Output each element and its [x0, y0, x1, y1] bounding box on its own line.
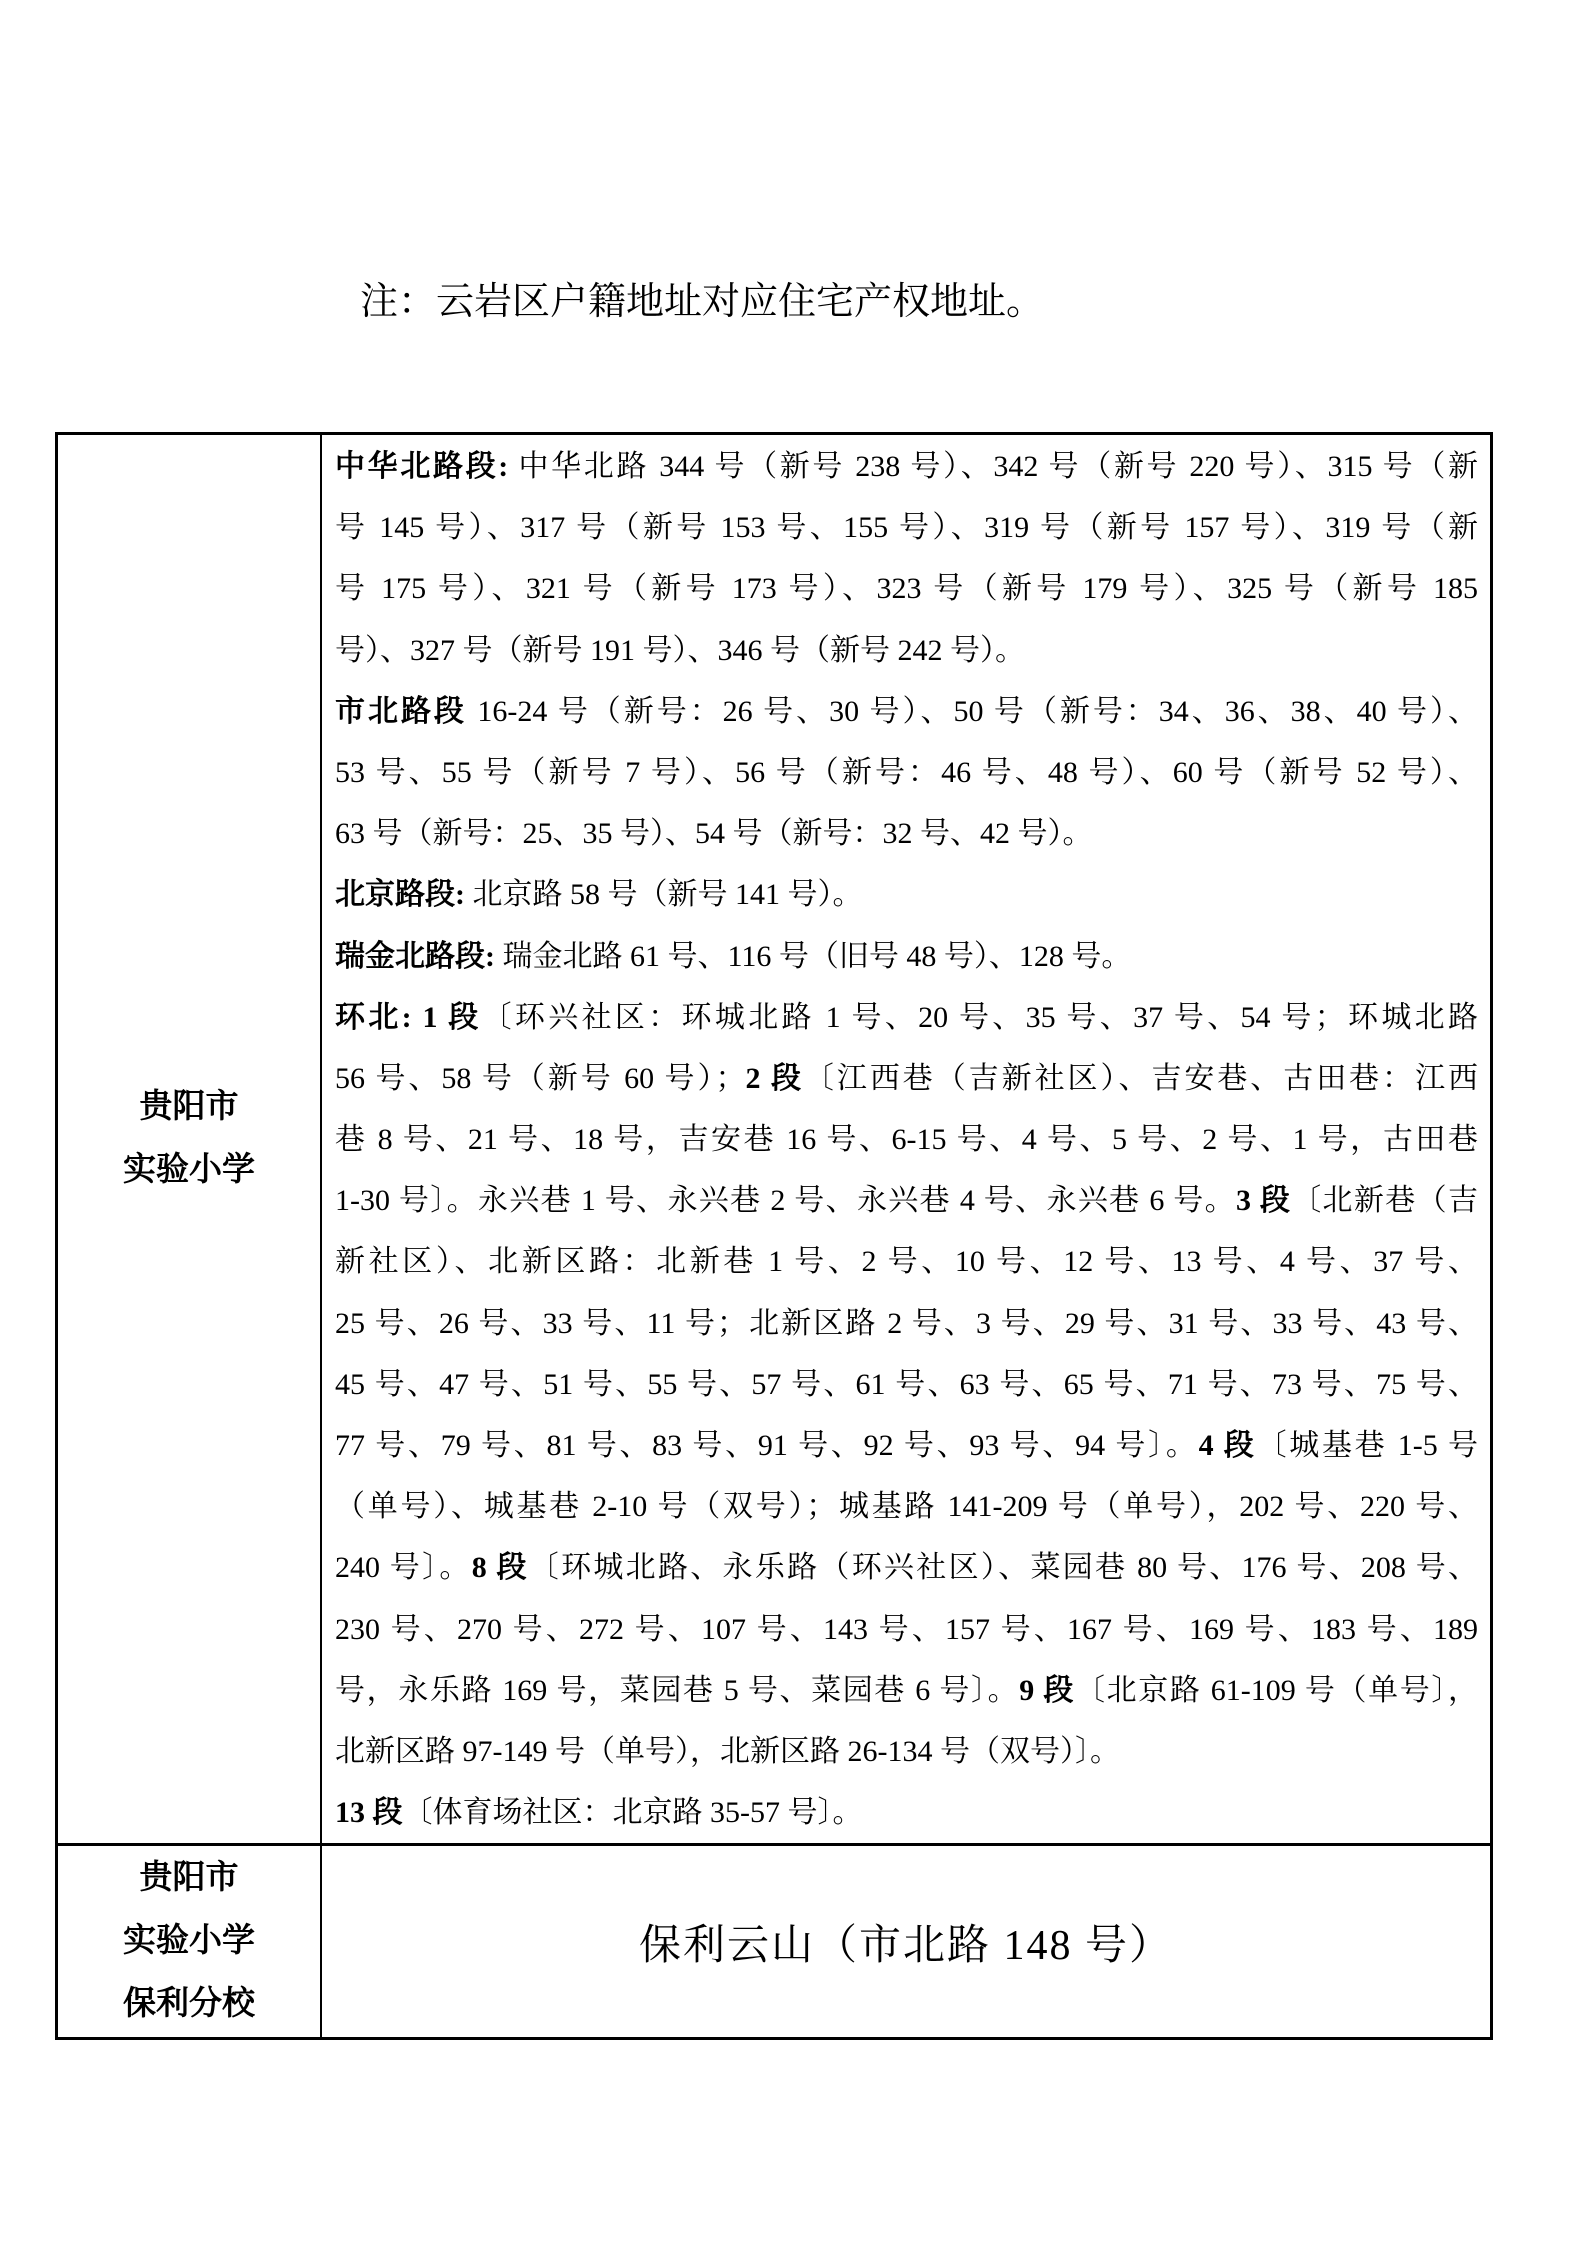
- street-section-label: 市北路段: [335, 694, 467, 728]
- address-text: 〔体育场社区：北京路 35-57 号〕。: [402, 1796, 863, 1830]
- school-name-cell: [58, 435, 322, 1843]
- address-line: [335, 1048, 1478, 1109]
- address-line: [335, 1109, 1478, 1170]
- street-section-label: 13 段: [335, 1796, 403, 1830]
- address-line: [335, 864, 1478, 925]
- street-section-label: 4 段: [1198, 1429, 1257, 1462]
- address-text: 16-24 号（新号：26 号、30 号）、50 号（新号：34、36、38、40 号）、: [466, 694, 1478, 728]
- address-line: [335, 1293, 1478, 1354]
- street-section-label: 2 段: [745, 1061, 804, 1095]
- address-line: [335, 1354, 1478, 1415]
- address-line: [335, 926, 1478, 987]
- address-text: 〔北新巷（吉: [1291, 1184, 1478, 1218]
- address-line: [335, 1415, 1478, 1476]
- street-section-label: 3 段: [1235, 1184, 1292, 1218]
- address-text: 63 号（新号：25、35 号）、54 号（新号：32 号、42 号）。: [335, 817, 1093, 851]
- school-name-line: 实验小学: [123, 1152, 255, 1188]
- table-row: [58, 435, 1490, 1846]
- address-line: [335, 497, 1478, 558]
- address-text: 〔环兴社区：环城北路 1 号、20 号、35 号、37 号、54 号；环城北路: [481, 1000, 1478, 1034]
- table-row: [58, 1846, 1490, 2037]
- address-text: 中华北路 344 号（新号 238 号）、342 号（新号 220 号）、315 号（新: [508, 450, 1478, 483]
- school-name-line: 贵阳市: [139, 1860, 239, 1896]
- address-text: 号）、327 号（新号 191 号）、346 号（新号 242 号）。: [335, 633, 1025, 667]
- note-text: 注：云岩区户籍地址对应住宅产权地址。: [360, 281, 1045, 323]
- address-line: [335, 1231, 1478, 1292]
- address-text: 1-30 号〕。永兴巷 1 号、永兴巷 2 号、永兴巷 4 号、永兴巷 6 号。: [335, 1184, 1236, 1218]
- address-text: （单号）、城基巷 2-10 号（双号）；城基路 141-209 号（单号），202 号、220 号、: [335, 1490, 1478, 1524]
- street-section-label: 中华北路段:: [335, 450, 509, 483]
- address-text: 号，永乐路 169 号，菜园巷 5 号、菜园巷 6 号〕。: [335, 1673, 1020, 1707]
- street-section-label: 北京路段:: [335, 878, 465, 912]
- school-name-cell: [58, 1846, 322, 2037]
- address-line: [335, 681, 1478, 742]
- street-section-label: 8 段: [471, 1551, 529, 1585]
- address-text: 56 号、58 号（新号 60 号）；: [335, 1061, 746, 1095]
- address-text: 瑞金北路 61 号、116 号（旧号 48 号）、128 号。: [495, 939, 1132, 973]
- address-text: 53 号、55 号（新号 7 号）、56 号（新号：46 号、48 号）、60 号（新号 52 号）、: [335, 755, 1478, 789]
- school-name-line: 贵阳市: [139, 1089, 239, 1125]
- address-text: 北京路 58 号（新号 141 号）。: [465, 878, 863, 912]
- address-text: 240 号〕。: [335, 1551, 472, 1585]
- address-text: 新社区）、北新区路：北新巷 1 号、2 号、10 号、12 号、13 号、4 号、37 号、: [335, 1245, 1478, 1279]
- address-list-cell: [322, 435, 1490, 1843]
- address-text: 25 号、26 号、33 号、11 号；北新区路 2 号、3 号、29 号、31 号、33 号、43 号、: [335, 1306, 1478, 1340]
- branch-address-cell: 保利云山（市北路 148 号）: [638, 1922, 1173, 1969]
- address-line: [335, 987, 1478, 1048]
- address-text: 北新区路 97-149 号（单号），北新区路 26-134 号（双号）〕。: [335, 1734, 1120, 1768]
- address-text: 〔北京路 61-109 号（单号〕，: [1075, 1673, 1478, 1707]
- address-line: [335, 1782, 1478, 1843]
- address-line: [335, 558, 1478, 619]
- school-district-table: [55, 432, 1493, 2040]
- address-text: 〔江西巷（吉新社区）、吉安巷、古田巷：江西: [803, 1061, 1478, 1095]
- street-section-label: 环北: 1 段: [335, 1000, 482, 1034]
- school-name-line: 实验小学: [123, 1923, 255, 1959]
- address-text: 〔环城北路、永乐路（环兴社区）、菜园巷 80 号、176 号、208 号、: [528, 1551, 1478, 1585]
- street-section-label: 瑞金北路段:: [335, 939, 495, 973]
- address-line: [335, 1721, 1478, 1782]
- address-line: [335, 742, 1478, 803]
- address-line: [335, 803, 1478, 864]
- address-line: [335, 1537, 1478, 1598]
- address-text: 巷 8 号、21 号、18 号，吉安巷 16 号、6-15 号、4 号、5 号、2 号、1 号，古田巷: [335, 1123, 1478, 1157]
- address-text: 〔城基巷 1-5 号: [1256, 1429, 1478, 1462]
- address-line: [335, 1660, 1478, 1721]
- address-text: 号 175 号）、321 号（新号 173 号）、323 号（新号 179 号）、325 号（新号 185: [335, 572, 1478, 606]
- address-line: [335, 436, 1478, 497]
- address-text: 230 号、270 号、272 号、107 号、143 号、157 号、167 号、169 号、183 号、189: [335, 1612, 1478, 1646]
- address-text: 号 145 号）、317 号（新号 153 号、155 号）、319 号（新号 157 号）、319 号（新: [335, 511, 1478, 545]
- address-line: [335, 1599, 1478, 1660]
- address-line: [335, 620, 1478, 681]
- address-text: 77 号、79 号、81 号、83 号、91 号、92 号、93 号、94 号〕。: [335, 1429, 1199, 1462]
- address-line: [335, 1170, 1478, 1231]
- school-name-line: 保利分校: [123, 1986, 255, 2022]
- street-section-label: 9 段: [1019, 1673, 1076, 1707]
- address-line: [335, 1476, 1478, 1537]
- address-text: 45 号、47 号、51 号、55 号、57 号、61 号、63 号、65 号、71 号、73 号、75 号、: [335, 1367, 1478, 1401]
